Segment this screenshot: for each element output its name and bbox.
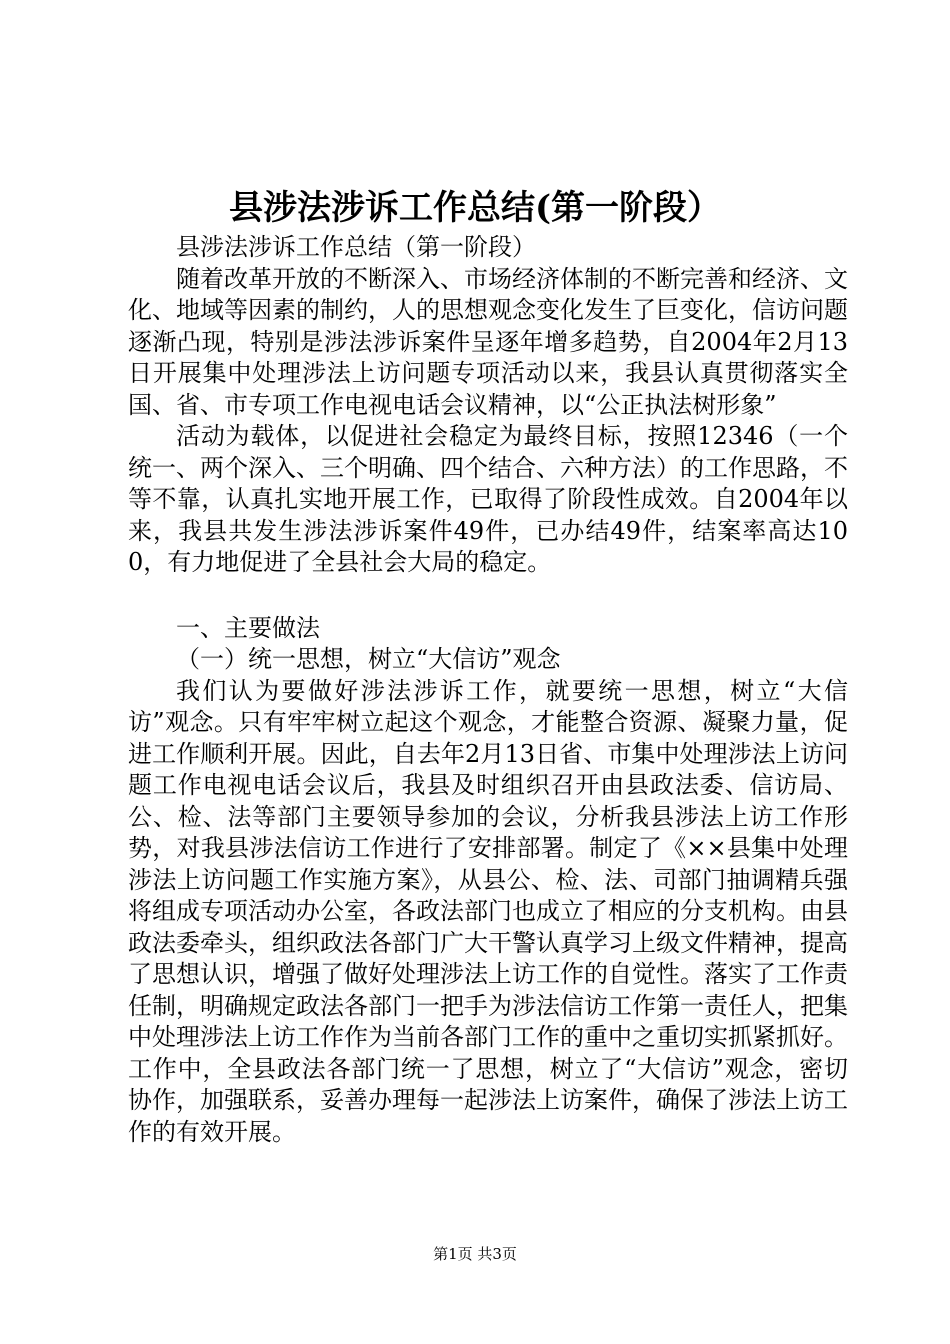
document-subtitle-paragraph: 县涉法涉诉工作总结（第一阶段） [176, 233, 536, 261]
section-body-paragraph: 我们认为要做好涉法涉诉工作，就要统一思想，树立“大信访”观念。只有牢牢树立起这个观念，才能整合资源、凝聚力量，促进工作顺利开展。因此，自去年2月13日省、市集中处理涉法上访问题工作电视电话会议后，我县及时组织召开由县政法委、信访局、公、检、法等部门主要领导参加的会议，分析我县涉法上访工作形势，对我县涉法信访工作进行了安排部署。制定了《××县集中处理涉法上访问题工作实施方案》，从县公、检、法、司部门抽调精兵强将组成专项活动办公室，各政法部门也成立了相应的分支机构。由县政法委牵头，组织政法各部门广大干警认真学习上级文件精神，提高了思想认识，增强了做好处理涉法上访工作的自觉性。落实了工作责任制，明确规定政法各部门一把手为涉法信访工作第一责任人，把集中处理涉法上访工作作为当前各部门工作的重中之重切实抓紧抓好。工作中，全县政法各部门统一了思想，树立了“大信访”观念，密切协作，加强联系，妥善办理每一起涉法上访案件，确保了涉法上访工作的有效开展。 [128, 676, 848, 1146]
subsection-heading: （一）统一思想，树立“大信访”观念 [176, 645, 561, 673]
section-heading: 一、主要做法 [176, 613, 320, 642]
document-title: 县涉法涉诉工作总结(第一阶段） [228, 188, 722, 228]
document-body [128, 232, 848, 1148]
results-paragraph: 活动为载体，以促进社会稳定为最终目标，按照12346（一个统一、两个深入、三个明确、四个结合、六种方法）的工作思路，不等不靠，认真扎实地开展工作，已取得了阶段性成效。自2004年以来，我县共发生涉法涉诉案件49件，已办结49件，结案率高达100，有力地促进了全县社会大局的稳定。 [128, 422, 848, 576]
intro-paragraph: 随着改革开放的不断深入、市场经济体制的不断完善和经济、文化、地域等因素的制约，人的思想观念变化发生了巨变化，信访问题逐渐凸现，特别是涉法涉诉案件呈逐年增多趋势，自2004年2月13日开展集中处理涉法上访问题专项活动以来，我县认真贯彻落实全国、省、市专项工作电视电话会议精神，以“公正执法树形象” [128, 264, 848, 419]
page-number-footer: 第1页 共3页 [433, 1245, 517, 1263]
